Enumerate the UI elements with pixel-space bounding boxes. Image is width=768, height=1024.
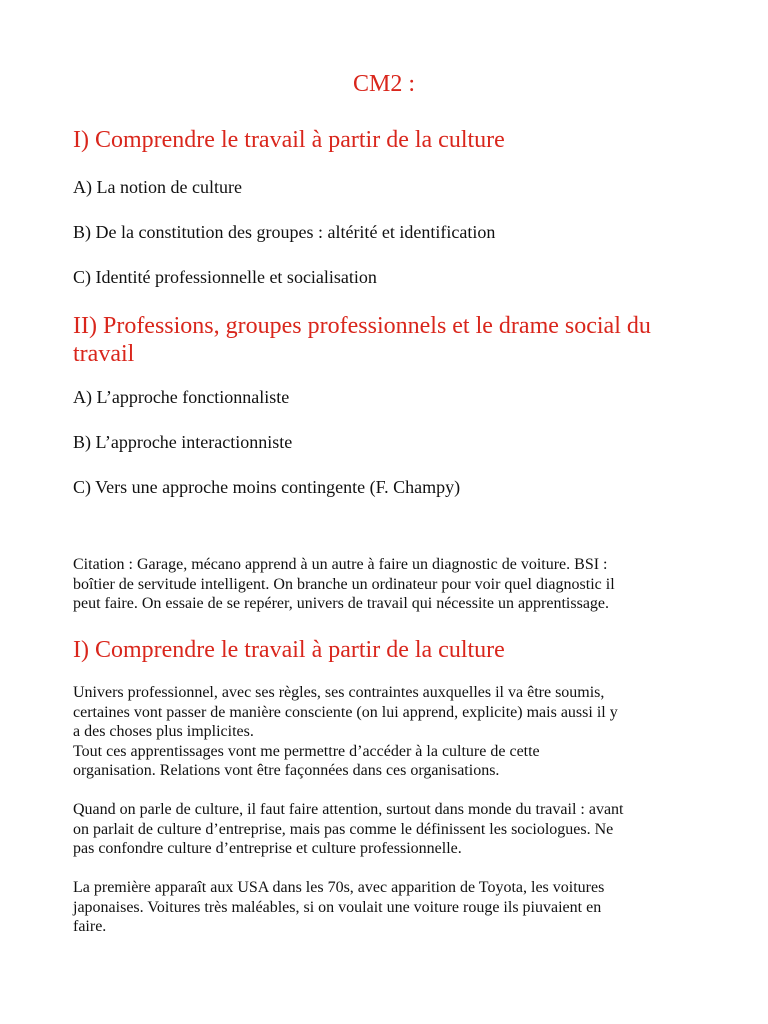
section-1-item-b: B) De la constitution des groupes : altérité et identification [73, 222, 496, 242]
citation-paragraph [73, 555, 703, 614]
paragraph-line: Tout ces apprentissages vont me permettre d’accéder à la culture de cette [73, 742, 540, 760]
citation-line: Citation : Garage, mécano apprend à un autre à faire un diagnostic de voiture. BSI : [73, 556, 608, 573]
citation-line: boîtier de servitude intelligent. On branche un ordinateur pour voir quel diagnostic il [73, 575, 615, 593]
body-paragraph-1 [73, 683, 703, 781]
section-2-heading-line-2: travail [73, 341, 135, 367]
citation-line: peut faire. On essaie de se repérer, univers de travail qui nécessite un apprentissage. [73, 595, 610, 612]
paragraph-line: pas confondre culture d’entreprise et culture professionnelle. [73, 840, 462, 857]
body-paragraph-3 [73, 878, 703, 937]
paragraph-line: japonaises. Voitures très maléables, si on voulait une voiture rouge ils piuvaient en [73, 898, 602, 916]
paragraph-line: on parlait de culture d’entreprise, mais pas comme le définissent les sociologues. Ne [73, 820, 614, 838]
paragraph-line: organisation. Relations vont être façonnées dans ces organisations. [73, 762, 500, 779]
section-1-item-c: C) Identité professionnelle et socialisation [73, 267, 377, 287]
section-2-item-c: C) Vers une approche moins contingente (F. Champy) [73, 477, 461, 497]
paragraph-line: Univers professionnel, avec ses règles, ses contraintes auxquelles il va être soumis, [73, 684, 605, 701]
section-1-item-a: A) La notion de culture [73, 177, 242, 197]
section-3-heading: I) Comprendre le travail à partir de la culture [73, 637, 505, 663]
paragraph-line: Quand on parle de culture, il faut faire attention, surtout dans monde du travail : avant [73, 801, 624, 818]
paragraph-line: certaines vont passer de manière consciente (on lui apprend, explicite) mais aussi il y [73, 703, 618, 721]
section-2-item-a: A) L’approche fonctionnaliste [73, 387, 290, 407]
document-title: CM2 : [352, 71, 415, 97]
section-2-heading [73, 312, 713, 368]
section-2-heading-line-1: II) Professions, groupes professionnels et le drame social du [73, 313, 651, 339]
paragraph-line: faire. [73, 918, 107, 935]
section-2-item-b: B) L’approche interactionniste [73, 432, 293, 452]
paragraph-line: La première apparaît aux USA dans les 70s, avec apparition de Toyota, les voitures [73, 879, 605, 896]
section-1-heading: I) Comprendre le travail à partir de la culture [73, 127, 505, 153]
body-paragraph-2 [73, 800, 703, 859]
paragraph-line: a des choses plus implicites. [73, 723, 254, 740]
